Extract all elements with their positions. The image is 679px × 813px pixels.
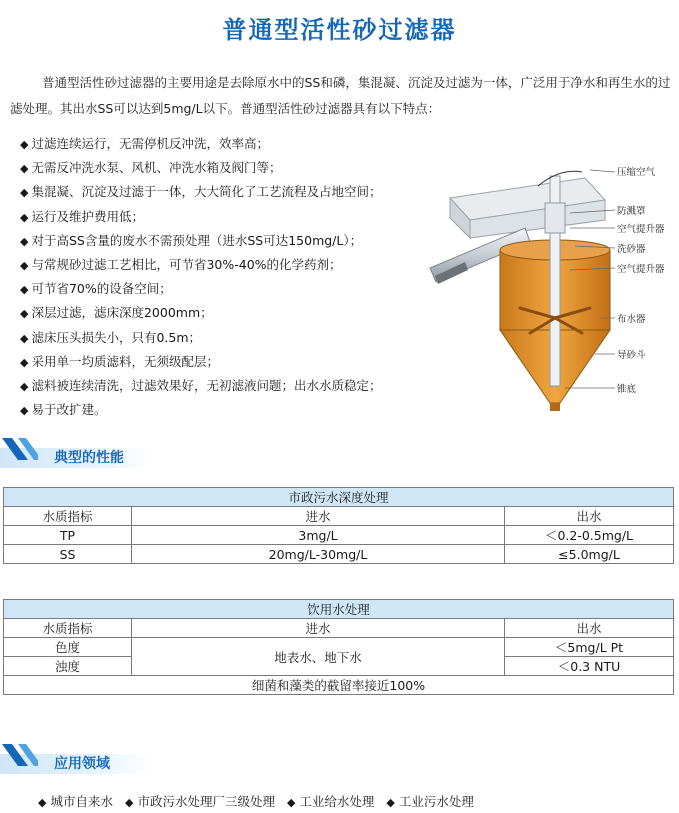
label-compressed-air: 压缩空气 [617,167,656,178]
feature-list [20,132,460,422]
feature-item: ◆ 对于高SS含量的废水不需预处理（进水SS可达150mg/L）； [20,229,460,253]
application-list [38,792,482,810]
header-inflow: 进水 [132,619,505,638]
table-footer: 细菌和藻类的截留率接近100% [4,676,674,695]
chevron-icon [2,438,38,468]
cell: ＜0.3 NTU [505,657,674,676]
header-indicator: 水质指标 [4,619,132,638]
table-row [4,638,674,657]
label-sand-washer: 洗砂器 [617,244,646,255]
cell: ＜5mg/L Pt [505,638,674,657]
cell: SS [4,545,132,564]
table-row [4,545,674,564]
table-caption: 饮用水处理 [4,600,674,619]
page-title: 普通型活性砂过滤器 [222,16,457,44]
application-item: ◆ 工业给水处理 [287,794,374,809]
application-item: ◆ 城市自来水 [38,794,113,809]
feature-item: ◆ 无需反冲洗水泵、风机、冲洗水箱及阀门等； [20,156,460,180]
label-distributor: 布水器 [617,314,646,325]
table-caption: 市政污水深度处理 [4,488,674,507]
feature-item: ◆ 过滤连续运行，无需停机反冲洗，效率高； [20,132,460,156]
table-drinking-water [3,599,674,695]
cell: 浊度 [4,657,132,676]
cell: ＜0.2-0.5mg/L [505,526,674,545]
cell: 3mg/L [132,526,505,545]
section-title: 应用领域 [54,756,110,772]
header-outflow: 出水 [505,619,674,638]
application-item: ◆ 工业污水处理 [386,794,473,809]
table-row [4,526,674,545]
feature-item: ◆ 深层过滤，滤床深度2000mm； [20,301,460,325]
feature-item: ◆ 滤料被连续清洗，过滤效果好，无初滤液问题；出水水质稳定； [20,374,460,398]
feature-item: ◆ 运行及维护费用低； [20,205,460,229]
section-header-applications [0,746,160,776]
header-inflow: 进水 [132,507,505,526]
filter-diagram [410,158,675,428]
feature-item: ◆ 采用单一均质滤料，无须级配层； [20,350,460,374]
table-municipal [3,487,674,564]
section-title: 典型的性能 [54,450,124,466]
tank-top [450,178,605,238]
section-header-performance [0,440,160,470]
label-air-lift-2: 空气提升器 [617,264,665,275]
cell: 地表水、地下水 [132,638,505,676]
header-outflow: 出水 [505,507,674,526]
feature-item: ◆ 与常规砂过滤工艺相比，可节省30%-40%的化学药剂； [20,253,460,277]
feature-item: ◆ 易于改扩建。 [20,398,460,422]
cell: TP [4,526,132,545]
application-item: ◆ 市政污水处理厂三级处理 [125,794,275,809]
label-splash-guard: 防溅罩 [617,206,646,217]
feature-item: ◆ 可节省70%的设备空间； [20,277,460,301]
cell: 20mg/L-30mg/L [132,545,505,564]
cell: ≤5.0mg/L [505,545,674,564]
label-air-lift-1: 空气提升器 [617,224,665,235]
feature-item: ◆ 滤床压头损失小，只有0.5m； [20,326,460,350]
label-cone-bottom: 锥底 [617,384,637,395]
chevron-icon [2,744,38,774]
label-sand-hopper: 导砂斗 [617,350,646,361]
intro-paragraph: 普通型活性砂过滤器的主要用途是去除原水中的SS和磷，集混凝、沉淀及过滤为一体，广泛用于净水和再生水的过滤处理。其出水SS可以达到5mg/L以下。普通型活性砂过滤器具有以下特点： [10,75,671,116]
header-indicator: 水质指标 [4,507,132,526]
cell: 色度 [4,638,132,657]
feature-item: ◆ 集混凝、沉淀及过滤于一体，大大简化了工艺流程及占地空间； [20,180,460,204]
